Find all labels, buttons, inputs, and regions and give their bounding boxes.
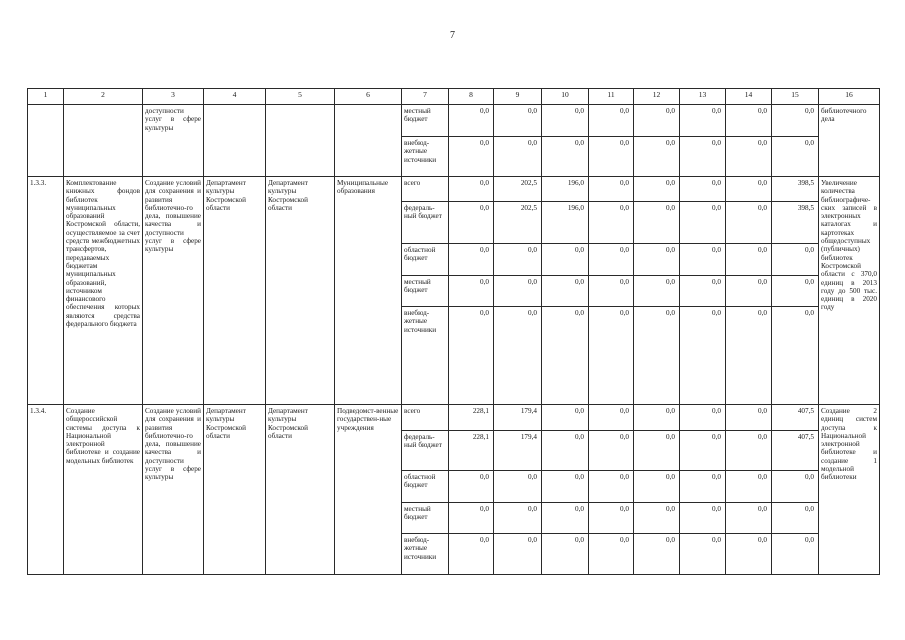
item-133-value-col-8: 0,0 [448,201,494,244]
cont-participants-cell [334,104,402,177]
cont-value-col-12: 0,0 [633,136,680,177]
cont-value-col-13: 0,0 [679,104,726,137]
item-133-value-col-15: 0,0 [771,306,819,405]
item-134-name: Создание общероссийской системы доступа к Национальной электронной библиотеке и создание модельных библиотек [63,404,143,575]
item-133-coexecutor: Департамент культуры Костромской области [265,176,335,405]
item-133-value-col-9: 0,0 [493,243,542,276]
item-133-value-col-10: 196,0 [541,201,589,244]
item-134-value-col-15: 0,0 [771,502,819,534]
item-134-value-col-13: 0,0 [679,470,726,503]
cont-name-cell [63,104,143,177]
item-134-value-col-8: 0,0 [448,502,494,534]
item-134-funding-source: всего [401,404,449,431]
cont-value-col-14: 0,0 [725,104,772,137]
item-133-value-col-12: 0,0 [633,201,680,244]
item-134-value-col-13: 0,0 [679,502,726,534]
item-133-name: Комплектование книжных фондов библиотек муниципальных образований Костромской области, осуществляемое за счет средств межбюджетных трансфертов, передаваемых бюджетам муниципальных образований, источником финансового обеспечения которых являются средства федерального бюджета [63,176,143,405]
cont-value-col-10: 0,0 [541,104,589,137]
header-col-6: 6 [334,88,402,105]
cont-value-col-15: 0,0 [771,104,819,137]
item-133-funding-source: местный бюджет [401,275,449,307]
item-134-result: Создание 2 единиц систем доступа к Национальной электронной библиотеке и создание 1 модельной библиотеки [818,404,880,575]
item-133-value-col-12: 0,0 [633,275,680,307]
item-133-value-col-10: 0,0 [541,275,589,307]
cont-number-cell [27,104,64,177]
item-133-value-col-11: 0,0 [588,201,634,244]
header-col-13: 13 [679,88,726,105]
item-134-value-col-11: 0,0 [588,533,634,575]
item-134-value-col-14: 0,0 [725,533,772,575]
item-133-value-col-15: 0,0 [771,275,819,307]
item-133-value-col-9: 202,5 [493,176,542,202]
item-133-value-col-15: 398,5 [771,176,819,202]
item-134-value-col-8: 228,1 [448,430,494,471]
item-133-result: Увеличение количества библиографиче-ских записей в электронных каталогах и картотеках общедоступных (публичных) библиотек Костромской области с 370,0 единиц в 2013 году до 500 тыс. единиц в 2020 году [818,176,880,405]
item-134-value-col-13: 0,0 [679,533,726,575]
item-134-funding-source: внебюд-жетные источники [401,533,449,575]
cont-coexecutor-cell [265,104,335,177]
item-134-value-col-10: 0,0 [541,470,589,503]
item-134-value-col-10: 0,0 [541,502,589,534]
cont-value-col-10: 0,0 [541,136,589,177]
cont-value-col-8: 0,0 [448,104,494,137]
cont-value-col-15: 0,0 [771,136,819,177]
item-133-value-col-10: 0,0 [541,306,589,405]
item-133-value-col-8: 0,0 [448,306,494,405]
item-133-participants: Муниципальные образования [334,176,402,405]
item-134-value-col-14: 0,0 [725,502,772,534]
item-134-responsible: Департамент культуры Костромской области [203,404,266,575]
item-133-value-col-9: 0,0 [493,306,542,405]
item-134-funding-source: местный бюджет [401,502,449,534]
item-133-funding-source: областной бюджет [401,243,449,276]
item-134-value-col-8: 228,1 [448,404,494,431]
item-134-value-col-14: 0,0 [725,470,772,503]
item-133-number: 1.3.3. [27,176,64,405]
item-134-value-col-12: 0,0 [633,502,680,534]
cont-funding-source: местный бюджет [401,104,449,137]
item-133-responsible: Департамент культуры Костромской области [203,176,266,405]
header-col-11: 11 [588,88,634,105]
item-134-value-col-12: 0,0 [633,470,680,503]
item-133-value-col-10: 0,0 [541,243,589,276]
item-133-value-col-15: 398,5 [771,201,819,244]
item-134-goal: Создание условий для сохранения и развития библиотечно-го дела, повышение качества и доступности услуг в сфере культуры [142,404,204,575]
item-134-number: 1.3.4. [27,404,64,575]
item-134-value-col-13: 0,0 [679,404,726,431]
item-134-value-col-8: 0,0 [448,533,494,575]
item-134-value-col-9: 0,0 [493,533,542,575]
item-133-value-col-13: 0,0 [679,275,726,307]
item-134-value-col-10: 0,0 [541,404,589,431]
item-133-value-col-14: 0,0 [725,243,772,276]
cont-value-col-11: 0,0 [588,104,634,137]
item-133-funding-source: федераль-ный бюджет [401,201,449,244]
item-133-goal: Создание условий для сохранения и развития библиотечно-го дела, повышение качества и доступности услуг в сфере культуры [142,176,204,405]
item-134-value-col-13: 0,0 [679,430,726,471]
cont-result-cell: библиотечного дела [818,104,880,177]
item-133-value-col-12: 0,0 [633,176,680,202]
item-134-funding-source: федераль-ный бюджет [401,430,449,471]
item-133-funding-source: всего [401,176,449,202]
cont-value-col-13: 0,0 [679,136,726,177]
header-col-1: 1 [27,88,64,105]
item-134-value-col-9: 0,0 [493,502,542,534]
item-134-coexecutor: Департамент культуры Костромской области [265,404,335,575]
item-134-value-col-12: 0,0 [633,404,680,431]
item-134-value-col-14: 0,0 [725,404,772,431]
item-133-value-col-12: 0,0 [633,243,680,276]
cont-value-col-8: 0,0 [448,136,494,177]
header-col-3: 3 [142,88,204,105]
item-133-value-col-11: 0,0 [588,275,634,307]
item-134-value-col-9: 179,4 [493,430,542,471]
item-133-value-col-14: 0,0 [725,275,772,307]
cont-goal-cell: доступности услуг в сфере культуры [142,104,204,177]
item-133-funding-source: внебюд-жетные источники [401,306,449,405]
item-133-value-col-8: 0,0 [448,243,494,276]
item-134-value-col-12: 0,0 [633,533,680,575]
item-133-value-col-13: 0,0 [679,201,726,244]
header-col-7: 7 [401,88,449,105]
item-133-value-col-14: 0,0 [725,306,772,405]
item-133-value-col-13: 0,0 [679,243,726,276]
item-134-value-col-10: 0,0 [541,533,589,575]
item-134-value-col-11: 0,0 [588,404,634,431]
header-col-4: 4 [203,88,266,105]
item-133-value-col-11: 0,0 [588,176,634,202]
item-134-value-col-8: 0,0 [448,470,494,503]
cont-value-col-9: 0,0 [493,104,542,137]
item-133-value-col-9: 202,5 [493,201,542,244]
item-133-value-col-8: 0,0 [448,275,494,307]
cont-funding-source: внебюд-жетные источники [401,136,449,177]
item-133-value-col-14: 0,0 [725,176,772,202]
header-col-2: 2 [63,88,143,105]
header-col-9: 9 [493,88,542,105]
item-134-value-col-15: 0,0 [771,470,819,503]
header-col-12: 12 [633,88,680,105]
cont-value-col-14: 0,0 [725,136,772,177]
cont-responsible-cell [203,104,266,177]
header-col-10: 10 [541,88,589,105]
item-133-value-col-13: 0,0 [679,306,726,405]
page-number: 7 [450,30,455,41]
item-134-value-col-15: 407,5 [771,404,819,431]
item-133-value-col-13: 0,0 [679,176,726,202]
item-133-value-col-14: 0,0 [725,201,772,244]
header-col-14: 14 [725,88,772,105]
item-134-value-col-10: 0,0 [541,430,589,471]
item-134-value-col-12: 0,0 [633,430,680,471]
item-134-value-col-11: 0,0 [588,430,634,471]
item-133-value-col-12: 0,0 [633,306,680,405]
item-134-value-col-15: 0,0 [771,533,819,575]
header-col-8: 8 [448,88,494,105]
header-col-5: 5 [265,88,335,105]
item-133-value-col-15: 0,0 [771,243,819,276]
item-133-value-col-10: 196,0 [541,176,589,202]
item-134-value-col-11: 0,0 [588,502,634,534]
item-134-value-col-9: 0,0 [493,470,542,503]
item-134-value-col-15: 407,5 [771,430,819,471]
item-133-value-col-9: 0,0 [493,275,542,307]
cont-value-col-9: 0,0 [493,136,542,177]
item-134-value-col-14: 0,0 [725,430,772,471]
item-133-value-col-8: 0,0 [448,176,494,202]
cont-value-col-11: 0,0 [588,136,634,177]
item-133-value-col-11: 0,0 [588,306,634,405]
item-134-funding-source: областной бюджет [401,470,449,503]
item-134-participants: Подведомст-венные государствен-ные учреждения [334,404,402,575]
header-col-16: 16 [818,88,880,105]
item-134-value-col-9: 179,4 [493,404,542,431]
item-134-value-col-11: 0,0 [588,470,634,503]
item-133-value-col-11: 0,0 [588,243,634,276]
header-col-15: 15 [771,88,819,105]
cont-value-col-12: 0,0 [633,104,680,137]
